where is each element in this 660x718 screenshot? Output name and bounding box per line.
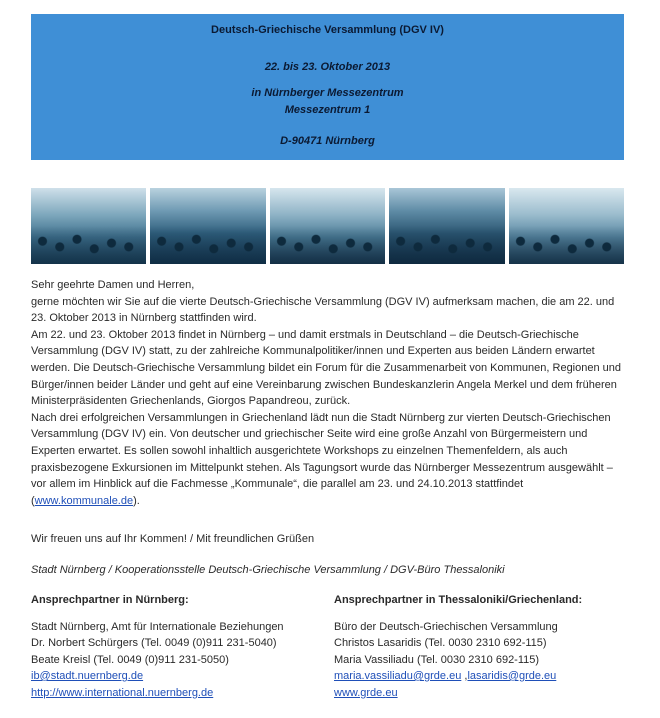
event-description-paragraph: Am 22. und 23. Oktober 2013 findet in Nürnberg – und damit erstmals in Deutschland – die Deutsch-Griechische Versammlung (DGV IV) statt, zu der zahlreiche Kommunalpolitiker/innen und Experten aus beiden Ländern erwartet werden. Die Deutsch-Griechische Versammlung bildet ein Forum für die Zusammenarbeit von Kommunen, Regionen und Bürger/innen beider Länder und geht auf eine Vereinbarung zwischen Bundeskanzlerin Angela Merkel und dem früheren Ministerpräsidenten Griechenlands, Giorgos Papandreou, zurück. <box>31 328 622 408</box>
email-link[interactable]: ib@stadt.nuernberg.de <box>31 670 144 682</box>
greeting: Sehr geehrte Damen und Herren, <box>31 279 195 291</box>
event-address: D-90471 Nürnberg <box>280 135 375 147</box>
contact-nuernberg-heading: Ansprechpartner in Nürnberg: <box>31 594 189 606</box>
email-link[interactable]: maria.vassiliadu@grde.eu <box>334 670 462 682</box>
email-link[interactable]: lasaridis@grde.eu <box>467 670 557 682</box>
audience-photo <box>150 188 265 264</box>
contact-org: Stadt Nürnberg, Amt für Internationale Beziehungen <box>31 620 284 633</box>
event-venue-hall: Messezentrum 1 <box>284 104 371 116</box>
event-banner <box>31 14 624 160</box>
plenary-photo <box>270 188 385 264</box>
contact-person: Maria Vassiliadu (Tel. 0030 2310 692-115) <box>334 653 540 666</box>
photo-strip <box>31 188 624 264</box>
kommunale-link[interactable]: www.kommunale.de <box>34 494 134 507</box>
closing-line: Wir freuen uns auf Ihr Kommen! / Mit freundlichen Grüßen <box>31 533 315 545</box>
contact-person: Dr. Norbert Schürgers (Tel. 0049 (0)911 231-5040) <box>31 637 277 649</box>
contact-org: Büro der Deutsch-Griechischen Versammlung <box>334 620 558 633</box>
contact-person: Beate Kreisl (Tel. 0049 (0)911 231-5050) <box>31 653 229 666</box>
contact-person: Christos Lasaridis (Tel. 0030 2310 692-115) <box>334 637 547 649</box>
invitation-text <box>31 277 631 509</box>
venue-paragraph: Nach drei erfolgreichen Versammlungen in Griechenland lädt nun die Stadt Nürnberg zur vierten Deutsch-Griechischen Versammlung (DGV IV) ein. Von deutscher und griechischer Seite wird eine große Anzahl von Bürgermeistern und Experten erwartet. Es sollen sowohl inhaltlich ausgerichtete Workshops zu einzelnen Themenfeldern, als auch praxisbezogene Exkursionen im Mittelpunkt stehen. Als Tagungsort wurde das Nürnberger Messezentrum ausgewählt – vor allem im Hinblick auf die Fachmesse „Kommunale“, die parallel am 23. und 24.10.2013 stattfindet (www.kommunale.de). <box>31 411 613 507</box>
email-separator: , <box>461 670 468 682</box>
website-link[interactable]: www.grde.eu <box>334 686 398 699</box>
event-dates: 22. bis 23. Oktober 2013 <box>264 61 391 73</box>
conference-hall-photo <box>31 188 146 264</box>
panel-speakers-photo <box>389 188 504 264</box>
signature-line: Stadt Nürnberg / Kooperationsstelle Deutsch-Griechische Versammlung / DGV-Büro Thessaloniki <box>31 564 505 576</box>
website-link[interactable]: http://www.international.nuernberg.de <box>31 686 214 699</box>
event-venue: in Nürnberger Messezentrum <box>251 87 404 99</box>
intro-paragraph: gerne möchten wir Sie auf die vierte Deutsch-Griechische Versammlung (DGV IV) aufmerksam machen, die am 22. und 23. Oktober 2013 in Nürnberg stattfinden wird. <box>31 295 615 325</box>
event-title: Deutsch-Griechische Versammlung (DGV IV) <box>211 24 444 36</box>
contact-nuernberg <box>31 592 284 701</box>
contact-thessaloniki-heading: Ansprechpartner in Thessaloniki/Griechenland: <box>334 594 583 606</box>
audience-rows-photo <box>509 188 624 264</box>
contact-thessaloniki <box>334 592 582 701</box>
